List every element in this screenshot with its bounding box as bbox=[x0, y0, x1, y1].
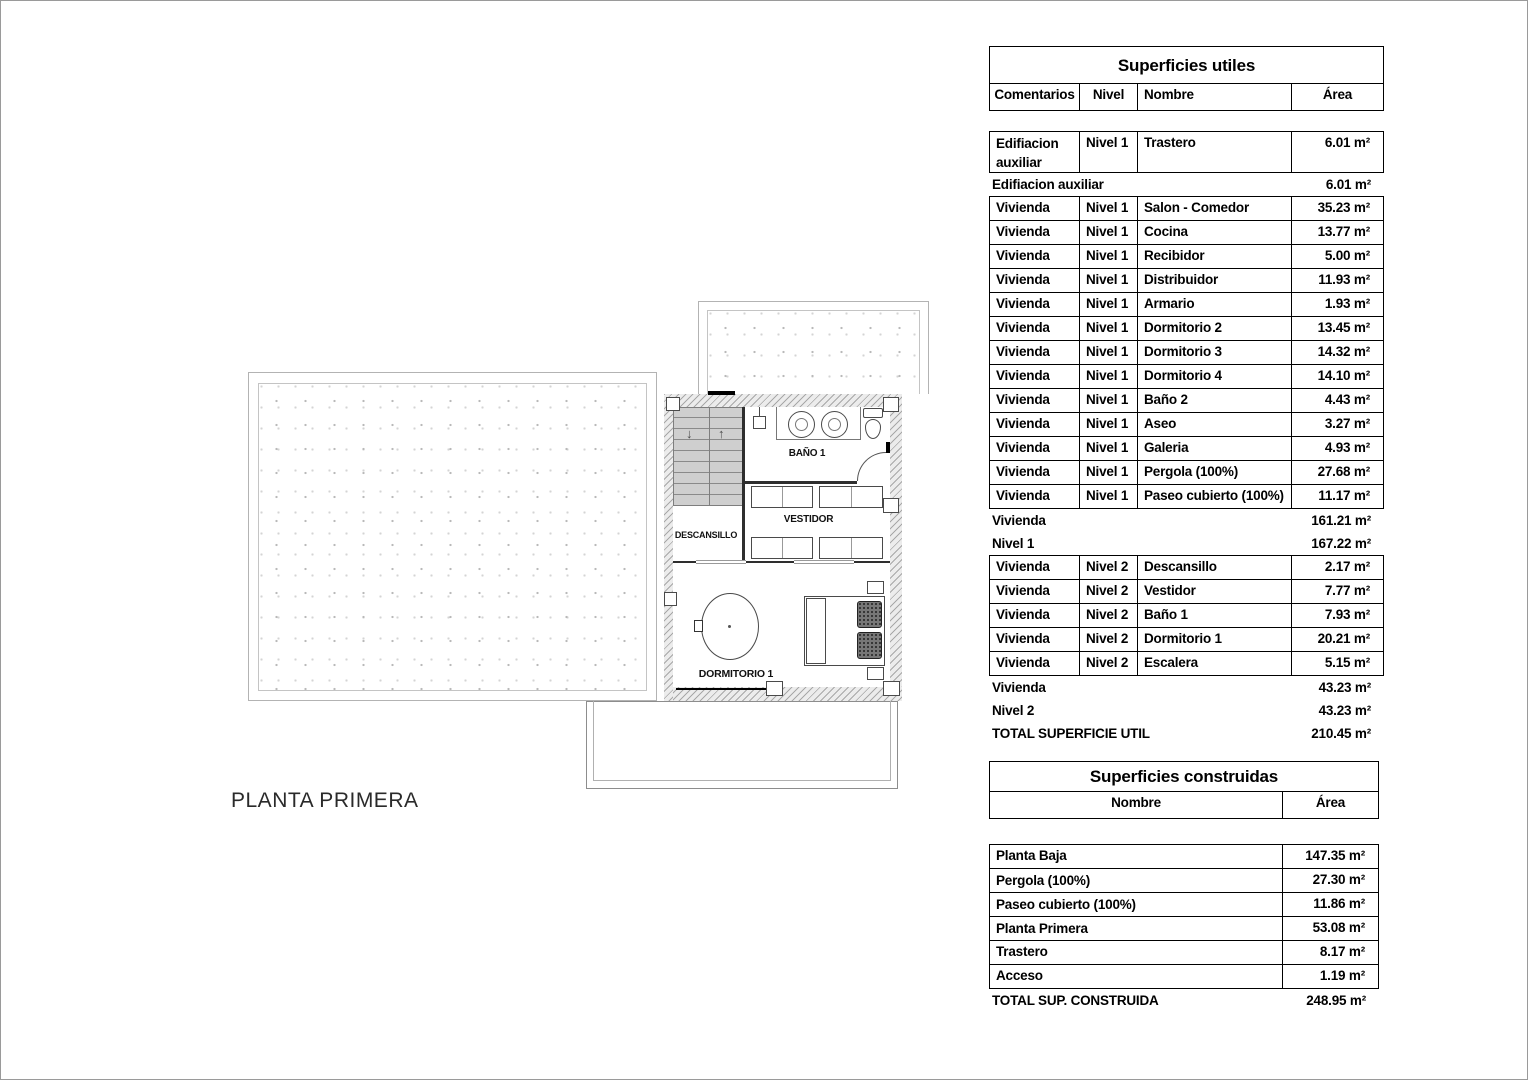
table-cell: Nivel 2 bbox=[1080, 628, 1138, 651]
summary-label: Nivel 1 bbox=[992, 536, 1035, 551]
table-cell: Nivel 1 bbox=[1080, 197, 1138, 220]
table-cell: Nivel 1 bbox=[1080, 293, 1138, 316]
table-cell: 4.93 m² bbox=[1324, 440, 1370, 455]
table-cell: Vivienda bbox=[990, 461, 1080, 484]
table-cell: 1.19 m² bbox=[1319, 968, 1365, 983]
column-header: Nombre bbox=[990, 792, 1283, 818]
summary-area: 43.23 m² bbox=[1318, 703, 1371, 718]
sliding-door-right bbox=[794, 560, 854, 564]
summary-label: TOTAL SUPERFICIE UTIL bbox=[992, 726, 1150, 741]
table-row bbox=[990, 868, 1378, 892]
closet-icon bbox=[751, 537, 813, 559]
table-block bbox=[989, 131, 1384, 173]
column-header: Nombre bbox=[1138, 84, 1292, 110]
bano-door-arc bbox=[857, 452, 886, 481]
table-row bbox=[990, 316, 1383, 340]
table-block bbox=[989, 196, 1384, 509]
table-cell: 13.45 m² bbox=[1317, 320, 1370, 335]
table-cell: Vivienda bbox=[990, 269, 1080, 292]
table-cell: 5.00 m² bbox=[1324, 248, 1370, 263]
stair-threshold bbox=[708, 391, 735, 395]
table-cell: Vivienda bbox=[990, 293, 1080, 316]
table-cell: Vivienda bbox=[990, 485, 1080, 508]
summary-row bbox=[989, 509, 1384, 532]
column-header: Comentarios bbox=[990, 84, 1080, 110]
table-row bbox=[990, 436, 1383, 460]
table-row bbox=[990, 892, 1378, 916]
table-cell: Nivel 1 bbox=[1080, 485, 1138, 508]
floorplan-building bbox=[664, 394, 902, 701]
table-cell: Vivienda bbox=[990, 604, 1080, 627]
table-cell: Edifiacion auxiliar bbox=[990, 132, 1080, 172]
table-row bbox=[990, 940, 1378, 964]
table-cell: 3.27 m² bbox=[1324, 416, 1370, 431]
sink-basin-icon bbox=[795, 418, 808, 431]
toilet-bowl-icon bbox=[865, 419, 881, 439]
stair-down-arrow-icon: ↓ bbox=[686, 426, 693, 441]
closet-icon bbox=[819, 486, 883, 508]
table-cell: Nivel 1 bbox=[1080, 221, 1138, 244]
room-label-dormitorio: DORMITORIO 1 bbox=[698, 668, 774, 680]
table-cell: Nivel 1 bbox=[1080, 341, 1138, 364]
table-cell: Pergola (100%) bbox=[990, 869, 1283, 892]
sliding-door-left bbox=[696, 560, 746, 564]
table-cell: 1.93 m² bbox=[1324, 296, 1370, 311]
superficies-construidas-body bbox=[989, 844, 1379, 1012]
toilet-tank-icon bbox=[863, 408, 883, 418]
table-cell: 2.17 m² bbox=[1324, 559, 1370, 574]
closet-icon bbox=[819, 537, 883, 559]
table-cell: 14.10 m² bbox=[1317, 368, 1370, 383]
table-cell: Dormitorio 1 bbox=[1138, 628, 1292, 651]
column-post bbox=[883, 498, 899, 513]
column-post bbox=[666, 397, 680, 411]
table-cell: Vivienda bbox=[990, 365, 1080, 388]
table-row bbox=[990, 556, 1383, 579]
summary-row bbox=[989, 722, 1384, 745]
wall-top bbox=[664, 394, 902, 407]
table-cell: Distribuidor bbox=[1138, 269, 1292, 292]
fixture-hanger-line bbox=[759, 407, 760, 416]
bathtub-faucet-icon bbox=[694, 620, 703, 632]
table-row bbox=[990, 220, 1383, 244]
table-row bbox=[990, 579, 1383, 603]
table-cell: Vivienda bbox=[990, 197, 1080, 220]
summary-row bbox=[989, 532, 1384, 555]
table-cell: Planta Baja bbox=[990, 845, 1283, 868]
column-post bbox=[664, 592, 677, 606]
table-row bbox=[990, 651, 1383, 675]
table-cell: 14.32 m² bbox=[1317, 344, 1370, 359]
summary-area: 43.23 m² bbox=[1318, 680, 1371, 695]
summary-label: TOTAL SUP. CONSTRUIDA bbox=[992, 993, 1159, 1008]
room-label-vestidor: VESTIDOR bbox=[783, 514, 834, 525]
nightstand-icon bbox=[867, 667, 884, 680]
summary-area: 6.01 m² bbox=[1325, 177, 1371, 192]
partition-bano-vestidor bbox=[745, 481, 857, 484]
table-row bbox=[990, 484, 1383, 508]
column-post bbox=[883, 397, 899, 412]
table-cell: Aseo bbox=[1138, 413, 1292, 436]
table-row bbox=[990, 964, 1378, 988]
summary-area: 167.22 m² bbox=[1311, 536, 1371, 551]
column-header: Área bbox=[1322, 87, 1353, 102]
summary-area: 210.45 m² bbox=[1311, 726, 1371, 741]
table-row bbox=[990, 132, 1383, 172]
summary-row bbox=[989, 676, 1384, 699]
table-cell: 4.43 m² bbox=[1324, 392, 1370, 407]
nightstand-icon bbox=[867, 581, 884, 594]
table-cell: 11.93 m² bbox=[1318, 272, 1370, 287]
table-cell: 5.15 m² bbox=[1324, 655, 1370, 670]
table-cell: 11.86 m² bbox=[1313, 896, 1365, 911]
table-cell: Vivienda bbox=[990, 556, 1080, 579]
table-cell: 13.77 m² bbox=[1317, 224, 1370, 239]
table-cell: Paseo cubierto (100%) bbox=[990, 893, 1283, 916]
table-row bbox=[990, 268, 1383, 292]
summary-label: Edifiacion auxiliar bbox=[992, 177, 1104, 192]
table-row bbox=[990, 292, 1383, 316]
column-post bbox=[766, 681, 783, 696]
table-cell: Dormitorio 4 bbox=[1138, 365, 1292, 388]
table-superficies-construidas bbox=[989, 761, 1379, 1012]
table-cell: Nivel 2 bbox=[1080, 652, 1138, 675]
wall-right bbox=[890, 394, 902, 701]
table-row bbox=[990, 916, 1378, 940]
superficies-utiles-body bbox=[989, 131, 1384, 745]
table-block bbox=[989, 844, 1379, 989]
table-title: Superficies construidas bbox=[990, 762, 1378, 792]
table-cell: Trastero bbox=[990, 941, 1283, 964]
table-cell: Armario bbox=[1138, 293, 1292, 316]
table-cell: Planta Primera bbox=[990, 917, 1283, 940]
table-row bbox=[990, 244, 1383, 268]
column-header: Área bbox=[1315, 795, 1346, 810]
table-cell: Nivel 1 bbox=[1080, 437, 1138, 460]
table-row bbox=[990, 627, 1383, 651]
table-cell: Vivienda bbox=[990, 221, 1080, 244]
table-cell: Nivel 1 bbox=[1080, 269, 1138, 292]
table-cell: Vivienda bbox=[990, 245, 1080, 268]
table-cell: Nivel 2 bbox=[1080, 580, 1138, 603]
table-cell: 53.08 m² bbox=[1312, 920, 1365, 935]
table-cell: Vivienda bbox=[990, 389, 1080, 412]
table-row bbox=[990, 603, 1383, 627]
table-cell: Escalera bbox=[1138, 652, 1292, 675]
column-header: Nivel bbox=[1080, 84, 1138, 110]
summary-label: Vivienda bbox=[992, 680, 1046, 695]
table-row bbox=[990, 340, 1383, 364]
table-cell: Nivel 1 bbox=[1080, 317, 1138, 340]
table-cell: Trastero bbox=[1138, 132, 1292, 172]
column-post bbox=[883, 681, 900, 696]
wall-fixture-icon bbox=[753, 416, 766, 429]
table-cell: Baño 2 bbox=[1138, 389, 1292, 412]
table-cell: Nivel 2 bbox=[1080, 604, 1138, 627]
table-cell: 27.68 m² bbox=[1317, 464, 1370, 479]
roof-area-left-outline bbox=[248, 372, 657, 701]
roof-area-top-right-outline bbox=[698, 301, 929, 394]
table-cell: Vivienda bbox=[990, 437, 1080, 460]
staircase bbox=[673, 407, 744, 506]
table-row bbox=[990, 412, 1383, 436]
table-cell: Dormitorio 3 bbox=[1138, 341, 1292, 364]
bed-footboard-icon bbox=[806, 598, 826, 664]
table-cell: Recibidor bbox=[1138, 245, 1292, 268]
table-cell: 27.30 m² bbox=[1312, 872, 1365, 887]
table-superficies-utiles bbox=[989, 46, 1384, 745]
table-cell: Galeria bbox=[1138, 437, 1292, 460]
table-cell: Nivel 1 bbox=[1080, 365, 1138, 388]
table-cell: 8.17 m² bbox=[1319, 944, 1365, 959]
summary-label: Vivienda bbox=[992, 513, 1046, 528]
table-row bbox=[990, 364, 1383, 388]
sink-basin-icon bbox=[828, 418, 841, 431]
summary-area: 248.95 m² bbox=[1306, 993, 1366, 1008]
table-title: Superficies utiles bbox=[990, 47, 1383, 84]
terrace-inner-outline bbox=[593, 701, 891, 781]
pillow-icon bbox=[857, 632, 882, 659]
glass-door-line bbox=[676, 688, 772, 690]
table-cell: Nivel 1 bbox=[1080, 132, 1138, 172]
table-cell: Dormitorio 2 bbox=[1138, 317, 1292, 340]
superficies-construidas-header bbox=[989, 761, 1379, 819]
table-cell: 7.93 m² bbox=[1324, 607, 1370, 622]
door-jamb bbox=[886, 442, 890, 453]
table-cell: Vestidor bbox=[1138, 580, 1292, 603]
summary-row bbox=[989, 699, 1384, 722]
bathtub-drain-icon bbox=[728, 625, 731, 628]
table-cell: 147.35 m² bbox=[1305, 848, 1365, 863]
table-row bbox=[990, 845, 1378, 868]
table-block bbox=[989, 555, 1384, 676]
floor-title: PLANTA PRIMERA bbox=[231, 789, 419, 812]
table-cell: Nivel 2 bbox=[1080, 556, 1138, 579]
closet-icon bbox=[751, 486, 813, 508]
table-cell: Pergola (100%) bbox=[1138, 461, 1292, 484]
summary-area: 161.21 m² bbox=[1311, 513, 1371, 528]
table-cell: Vivienda bbox=[990, 628, 1080, 651]
table-cell: Descansillo bbox=[1138, 556, 1292, 579]
table-row bbox=[990, 388, 1383, 412]
table-cell: 7.77 m² bbox=[1324, 583, 1370, 598]
table-cell: Nivel 1 bbox=[1080, 245, 1138, 268]
table-cell: Baño 1 bbox=[1138, 604, 1292, 627]
table-cell: Vivienda bbox=[990, 317, 1080, 340]
table-cell: Vivienda bbox=[990, 413, 1080, 436]
pillow-icon bbox=[857, 601, 882, 628]
room-label-descansillo: DESCANSILLO bbox=[674, 530, 738, 540]
summary-row bbox=[989, 173, 1384, 196]
table-cell: 6.01 m² bbox=[1324, 135, 1370, 150]
table-cell: Vivienda bbox=[990, 341, 1080, 364]
wall-left bbox=[664, 394, 673, 701]
summary-label: Nivel 2 bbox=[992, 703, 1035, 718]
summary-row bbox=[989, 989, 1379, 1012]
table-cell: 11.17 m² bbox=[1318, 488, 1370, 503]
stair-up-arrow-icon: ↑ bbox=[718, 426, 725, 441]
table-cell: Nivel 1 bbox=[1080, 461, 1138, 484]
table-cell: Cocina bbox=[1138, 221, 1292, 244]
table-cell: Nivel 1 bbox=[1080, 389, 1138, 412]
table-row bbox=[990, 460, 1383, 484]
superficies-utiles-header bbox=[989, 46, 1384, 111]
table-cell: Nivel 1 bbox=[1080, 413, 1138, 436]
table-cell: Paseo cubierto (100%) bbox=[1138, 485, 1292, 508]
table-cell: Salon - Comedor bbox=[1138, 197, 1292, 220]
table-cell: Acceso bbox=[990, 965, 1283, 988]
room-label-bano: BAÑO 1 bbox=[788, 448, 826, 459]
table-cell: 35.23 m² bbox=[1317, 200, 1370, 215]
table-cell: Vivienda bbox=[990, 652, 1080, 675]
table-cell: 20.21 m² bbox=[1317, 631, 1370, 646]
table-row bbox=[990, 197, 1383, 220]
table-cell: Vivienda bbox=[990, 580, 1080, 603]
